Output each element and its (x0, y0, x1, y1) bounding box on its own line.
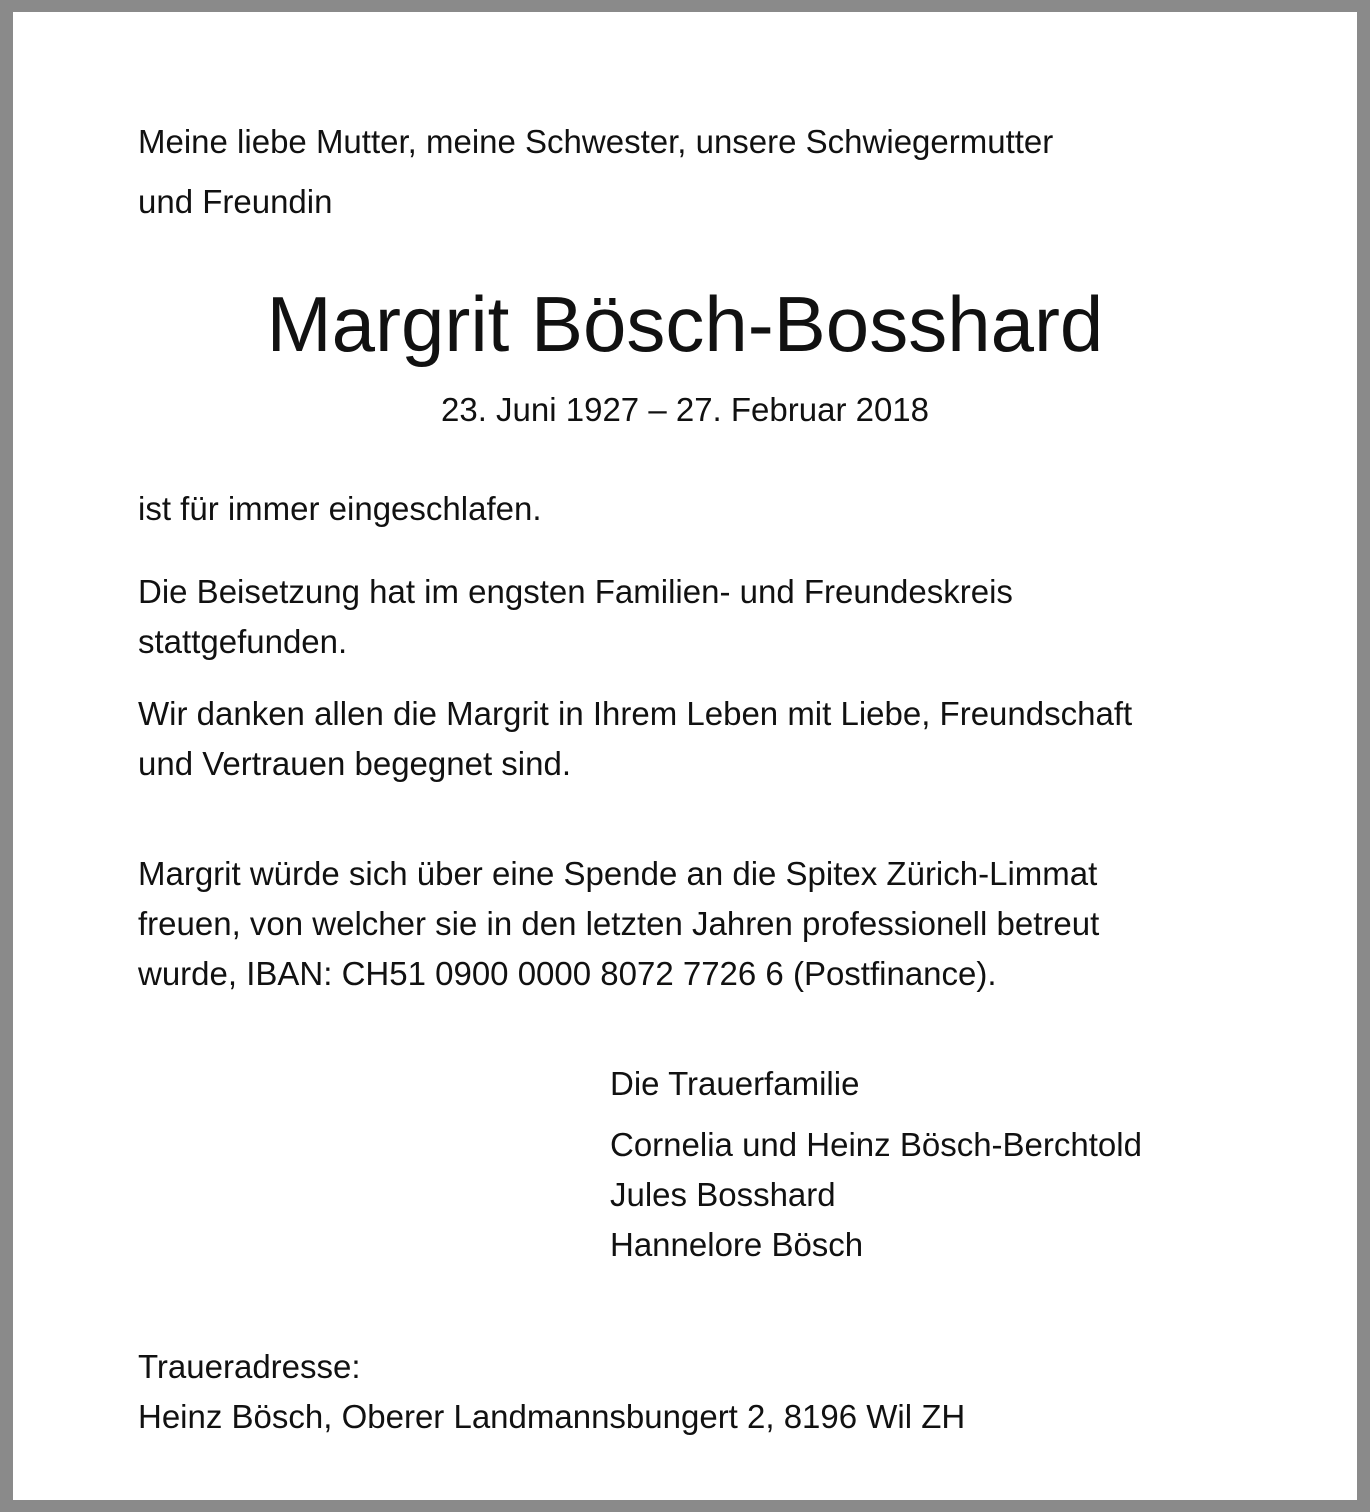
mourning-address: Traueradresse: Heinz Bösch, Oberer Landmannsbungert 2, 8196 Wil ZH (138, 1348, 966, 1435)
deceased-name: Margrit Bösch-Bosshard (266, 280, 1104, 368)
thanks-text: Wir danken allen die Margrit in Ihrem Leben mit Liebe, Freundschaft und Vertrauen begegnet sind. (138, 695, 1133, 782)
signoff-text: Die Trauerfamilie (610, 1065, 860, 1102)
intro-text: Meine liebe Mutter, meine Schwester, unsere Schwiegermutter und Freundin (138, 123, 1054, 220)
burial-text: Die Beisetzung hat im engsten Familien- und Freundeskreis stattgefunden. (138, 573, 1013, 660)
donation-text: Margrit würde sich über eine Spende an die Spitex Zürich-Limmat freuen, von welcher sie in den letzten Jahren professionell betreut wurde, IBAN: CH51 0900 0000 8072 7726 6 (Postfinance). (138, 855, 1100, 992)
passing-text: ist für immer eingeschlafen. (138, 490, 542, 527)
life-dates: 23. Juni 1927 – 27. Februar 2018 (440, 391, 930, 428)
obituary-page (13, 12, 1357, 1500)
family-names: Cornelia und Heinz Bösch-Berchtold Jules Bosshard Hannelore Bösch (610, 1126, 1142, 1263)
